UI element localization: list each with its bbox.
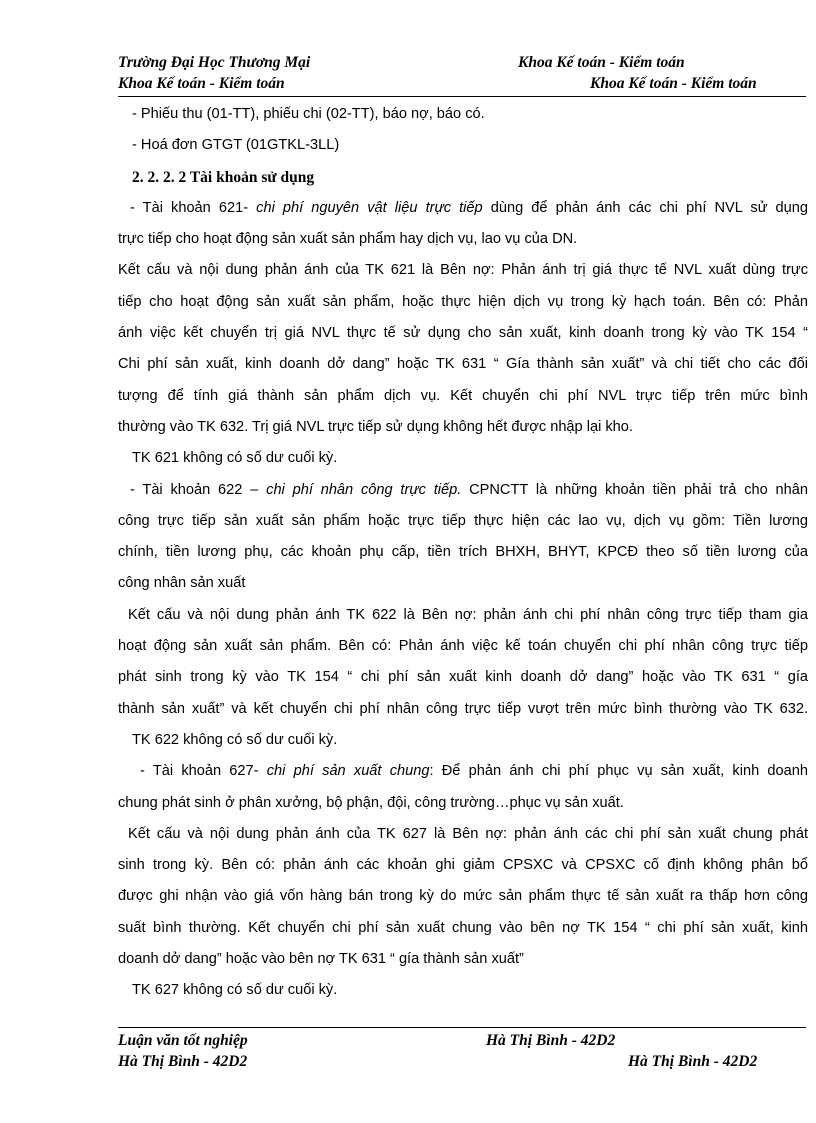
body-line: TK 627 không có số dư cuối kỳ.: [132, 982, 338, 999]
header-faculty-name-right: Khoa Kế toán - Kiểm toán: [590, 75, 757, 92]
section-heading: 2. 2. 2. 2 Tài khoản sử dụng: [132, 168, 315, 186]
body-line: - Tài khoản 627- chi phí sản xuất chung: Để phản ánh chi phí phục vụ sản xuất, kinh doanh: [140, 763, 808, 780]
body-line: hoạt động sản xuất sản phẩm. Bên có: Phản ánh việc kế toán chuyển chi phí nhân công trực tiếp: [118, 638, 808, 655]
body-line: Kết cấu và nội dung phản ánh của TK 627 là Bên nợ: phản ánh các chi phí sản xuất chung phát: [128, 825, 808, 842]
body-line: chính, tiền lương phụ, các khoản phụ cấp, tiền trích BHXH, BHYT, KPCĐ theo số tiền lương của: [118, 544, 808, 561]
body-line: công nhân sản xuất: [118, 575, 246, 592]
body-line: - Hoá đơn GTGT (01GTKL-3LL): [132, 137, 340, 154]
footer-author: Hà Thị Bình - 42D2: [486, 1032, 616, 1049]
body-line: TK 621 không có số dư cuối kỳ.: [132, 450, 338, 467]
header-faculty-name-left: Khoa Kế toán - Kiểm toán: [118, 75, 285, 92]
body-line: trực tiếp cho hoạt động sản xuất sản phẩm hay dịch vụ, lao vụ của DN.: [118, 231, 578, 248]
body-line: doanh dở dang” hoặc vào bên nợ TK 631 “ gía thành sản xuất”: [118, 951, 524, 968]
body-line: thành sản xuất” và kết chuyển chi phí nhân công trực tiếp vượt trên mức bình thường vào TK 632.: [118, 700, 808, 717]
footer-thesis-label: Luận văn tốt nghiệp: [118, 1032, 248, 1049]
footer-author-right: Hà Thị Bình - 42D2: [628, 1053, 758, 1070]
header-school-name: Trường Đại Học Thương Mại: [118, 54, 311, 71]
body-line: tượng để tính giá thành sản phẩm dịch vụ. Kết chuyển chi phí NVL trực tiếp trên mức bình: [118, 387, 808, 404]
body-line: ánh việc kết chuyển trị giá NVL thực tế sử dụng cho sản xuất, kinh doanh trong kỳ vào TK 154 “: [118, 325, 808, 342]
document-body: [118, 99, 808, 1007]
body-line: tiếp cho hoạt động sản xuất sản phẩm, hoặc thực hiện dịch vụ trong kỳ hạch toán. Bên có: Phản: [118, 293, 808, 310]
body-line: - Tài khoản 621- chi phí nguyên vật liệu trực tiếp dùng để phản ánh các chi phí NVL sử dụng: [130, 199, 808, 216]
body-line: được ghi nhận vào giá vốn hàng bán trong kỳ do mức sản phẩm thực tế sản xuất ra thấp hơn công: [118, 888, 808, 905]
body-line: chung phát sinh ở phân xưởng, bộ phận, đội, công trường…phục vụ sản xuất.: [118, 794, 624, 811]
body-line: - Phiếu thu (01-TT), phiếu chi (02-TT), báo nợ, báo có.: [132, 106, 485, 122]
body-line: thường vào TK 632. Trị giá NVL trực tiếp sử dụng không hết được nhập lại kho.: [118, 418, 633, 435]
header-faculty-name: Khoa Kế toán - Kiểm toán: [518, 54, 685, 71]
body-line: Chi phí sản xuất, kinh doanh dở dang” hoặc TK 631 “ Gía thành sản xuất” và chi tiết cho các đối: [118, 356, 808, 373]
footer-divider: [118, 1027, 806, 1028]
body-line: Kết cấu và nội dung phản ánh TK 622 là Bên nợ: phản ánh chi phí nhân công trực tiếp tham gia: [128, 606, 808, 623]
body-line: sinh trong kỳ. Bên có: phản ánh các khoản ghi giảm CPSXC và CPSXC cố định không phân bổ: [118, 857, 808, 874]
body-line: công trực tiếp sản xuất sản phẩm hoặc trực tiếp thực hiện các lao vụ, dịch vụ gồm: Tiền lương: [118, 512, 808, 529]
body-line: suất bình thường. Kết chuyển chi phí sản xuất chung vào bên nợ TK 154 “ chi phí sản xuất, kinh: [118, 919, 808, 936]
body-line: - Tài khoản 622 – chi phí nhân công trực tiếp. CPNCTT là những khoản tiền phải trả cho nhân: [130, 481, 808, 498]
body-line: Kết cấu và nội dung phản ánh của TK 621 là Bên nợ: Phản ánh trị giá thực tế NVL xuất dùng trực: [118, 262, 808, 279]
body-line: TK 622 không có số dư cuối kỳ.: [132, 731, 338, 748]
header-divider: [118, 96, 806, 97]
body-line: phát sinh trong kỳ vào TK 154 “ chi phí sản xuất kinh doanh dở dang” hoặc vào TK 631 “ gía: [118, 669, 808, 686]
footer-author-left: Hà Thị Bình - 42D2: [118, 1053, 248, 1070]
